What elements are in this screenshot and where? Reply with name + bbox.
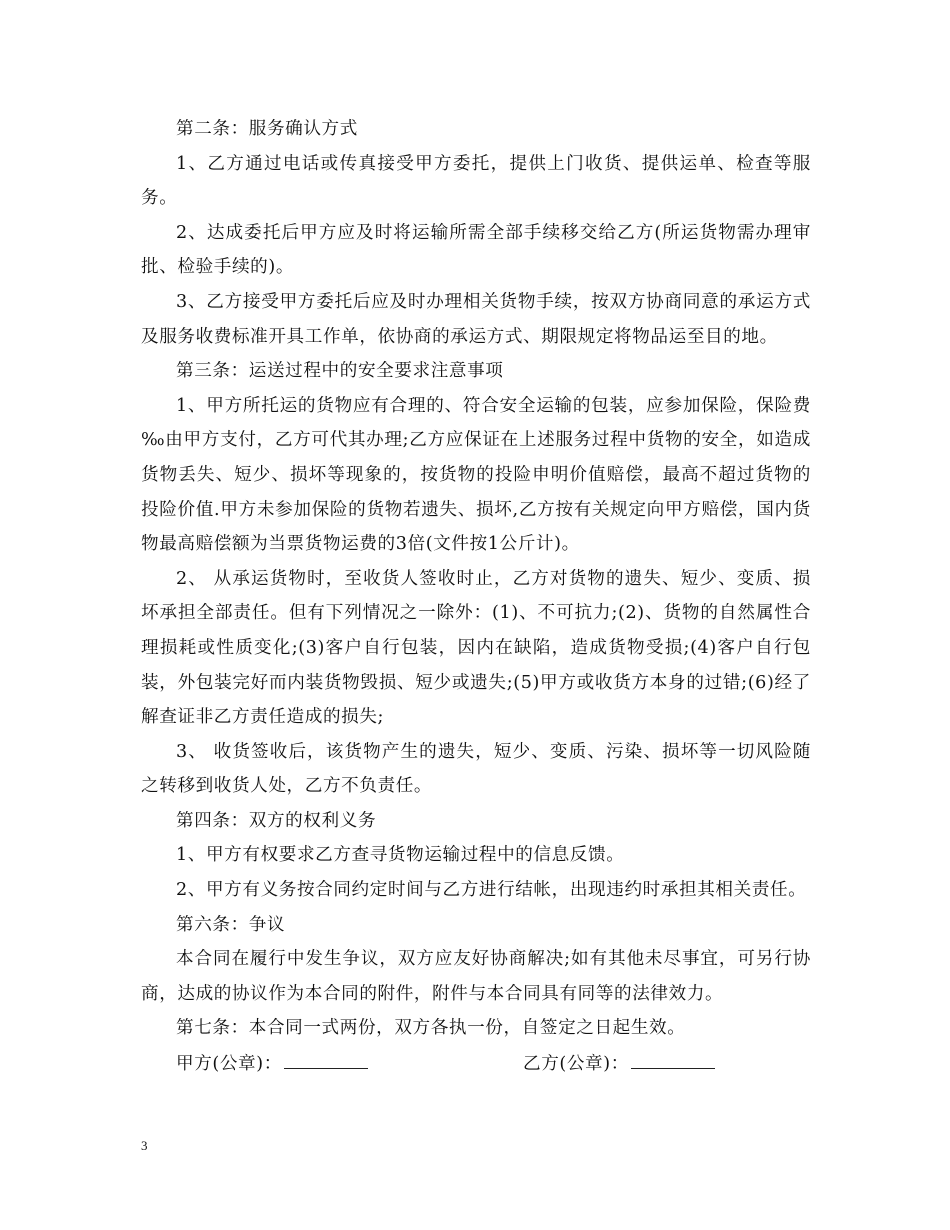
party-a-label: 甲方(公章)：	[176, 1054, 282, 1075]
clause-3-item-3: 3、 收货签收后，该货物产生的遗失，短少、变质、污染、损坏等一切风险随之转移到收货人处，乙方不负责任。	[141, 741, 811, 797]
clause-3-item-1: 1、甲方所托运的货物应有合理的、符合安全运输的包装，应参加保险，保险费 ‰由甲方支付，乙方可代其办理;乙方应保证在上述服务过程中货物的安全，如造成货物丢失、短少、损坏等现象的，按货物的投险申明价值赔偿，最高不超过货物的投险价值.甲方未参加保险的货物若遗失、损坏,乙方按有关规定向甲方赔偿，国内货物最高赔偿额为当票货物运费的3倍(文件按1公斤计)。	[141, 395, 811, 555]
clause-3-item-2: 2、 从承运货物时，至收货人签收时止，乙方对货物的遗失、短少、变质、损坏承担全部责任。但有下列情况之一除外：(1)、不可抗力;(2)、货物的自然属性合理损耗或性质变化;(3)客户自行包装，因内在缺陷，造成货物受损;(4)客户自行包装，外包装完好而内装货物毁损、短少或遗失;(5)甲方或收货方本身的过错;(6)经了解查证非乙方责任造成的损失;	[141, 568, 811, 728]
clause-2-heading: 第二条：服务确认方式	[176, 119, 358, 139]
page-number: 3	[141, 1138, 148, 1153]
clause-6-body: 本合同在履行中发生争议，双方应友好协商解决;如有其他未尽事宜，可另行协商，达成的协议作为本合同的附件，附件与本合同具有同等的法律效力。	[141, 949, 811, 1004]
clause-4-item-2: 2、甲方有义务按合同约定时间与乙方进行结帐，出现违约时承担其相关责任。	[176, 880, 807, 901]
clause-2-item-1: 1、乙方通过电话或传真接受甲方委托，提供上门收货、提供运单、检查等服务。	[141, 153, 811, 209]
clause-4-heading: 第四条：双方的权利义务	[176, 810, 377, 831]
clause-6-heading: 第六条：争议	[176, 914, 286, 935]
document-body	[141, 112, 811, 1081]
clause-7-body: 第七条：本合同一式两份，双方各执一份，自签定之日起生效。	[176, 1018, 686, 1039]
clause-3-heading: 第三条：运送过程中的安全要求注意事项	[176, 361, 504, 382]
party-b-blank	[631, 1046, 715, 1069]
clause-2-item-2: 2、达成委托后甲方应及时将运输所需全部手续移交给乙方(所运货物需办理审批、检验手续的)。	[141, 222, 811, 278]
clause-2-item-3: 3、乙方接受甲方委托后应及时办理相关货物手续，按双方协商同意的承运方式及服务收费标准开具工作单，依协商的承运方式、期限规定将物品运至目的地。	[141, 291, 811, 347]
clause-4-item-1: 1、甲方有权要求乙方查寻货物运输过程中的信息反馈。	[176, 845, 625, 866]
party-b-label: 乙方(公章)：	[523, 1054, 629, 1075]
party-a-signature	[176, 1046, 368, 1082]
signature-line	[141, 1046, 811, 1081]
party-a-blank	[284, 1046, 368, 1069]
party-b-signature	[523, 1046, 715, 1082]
